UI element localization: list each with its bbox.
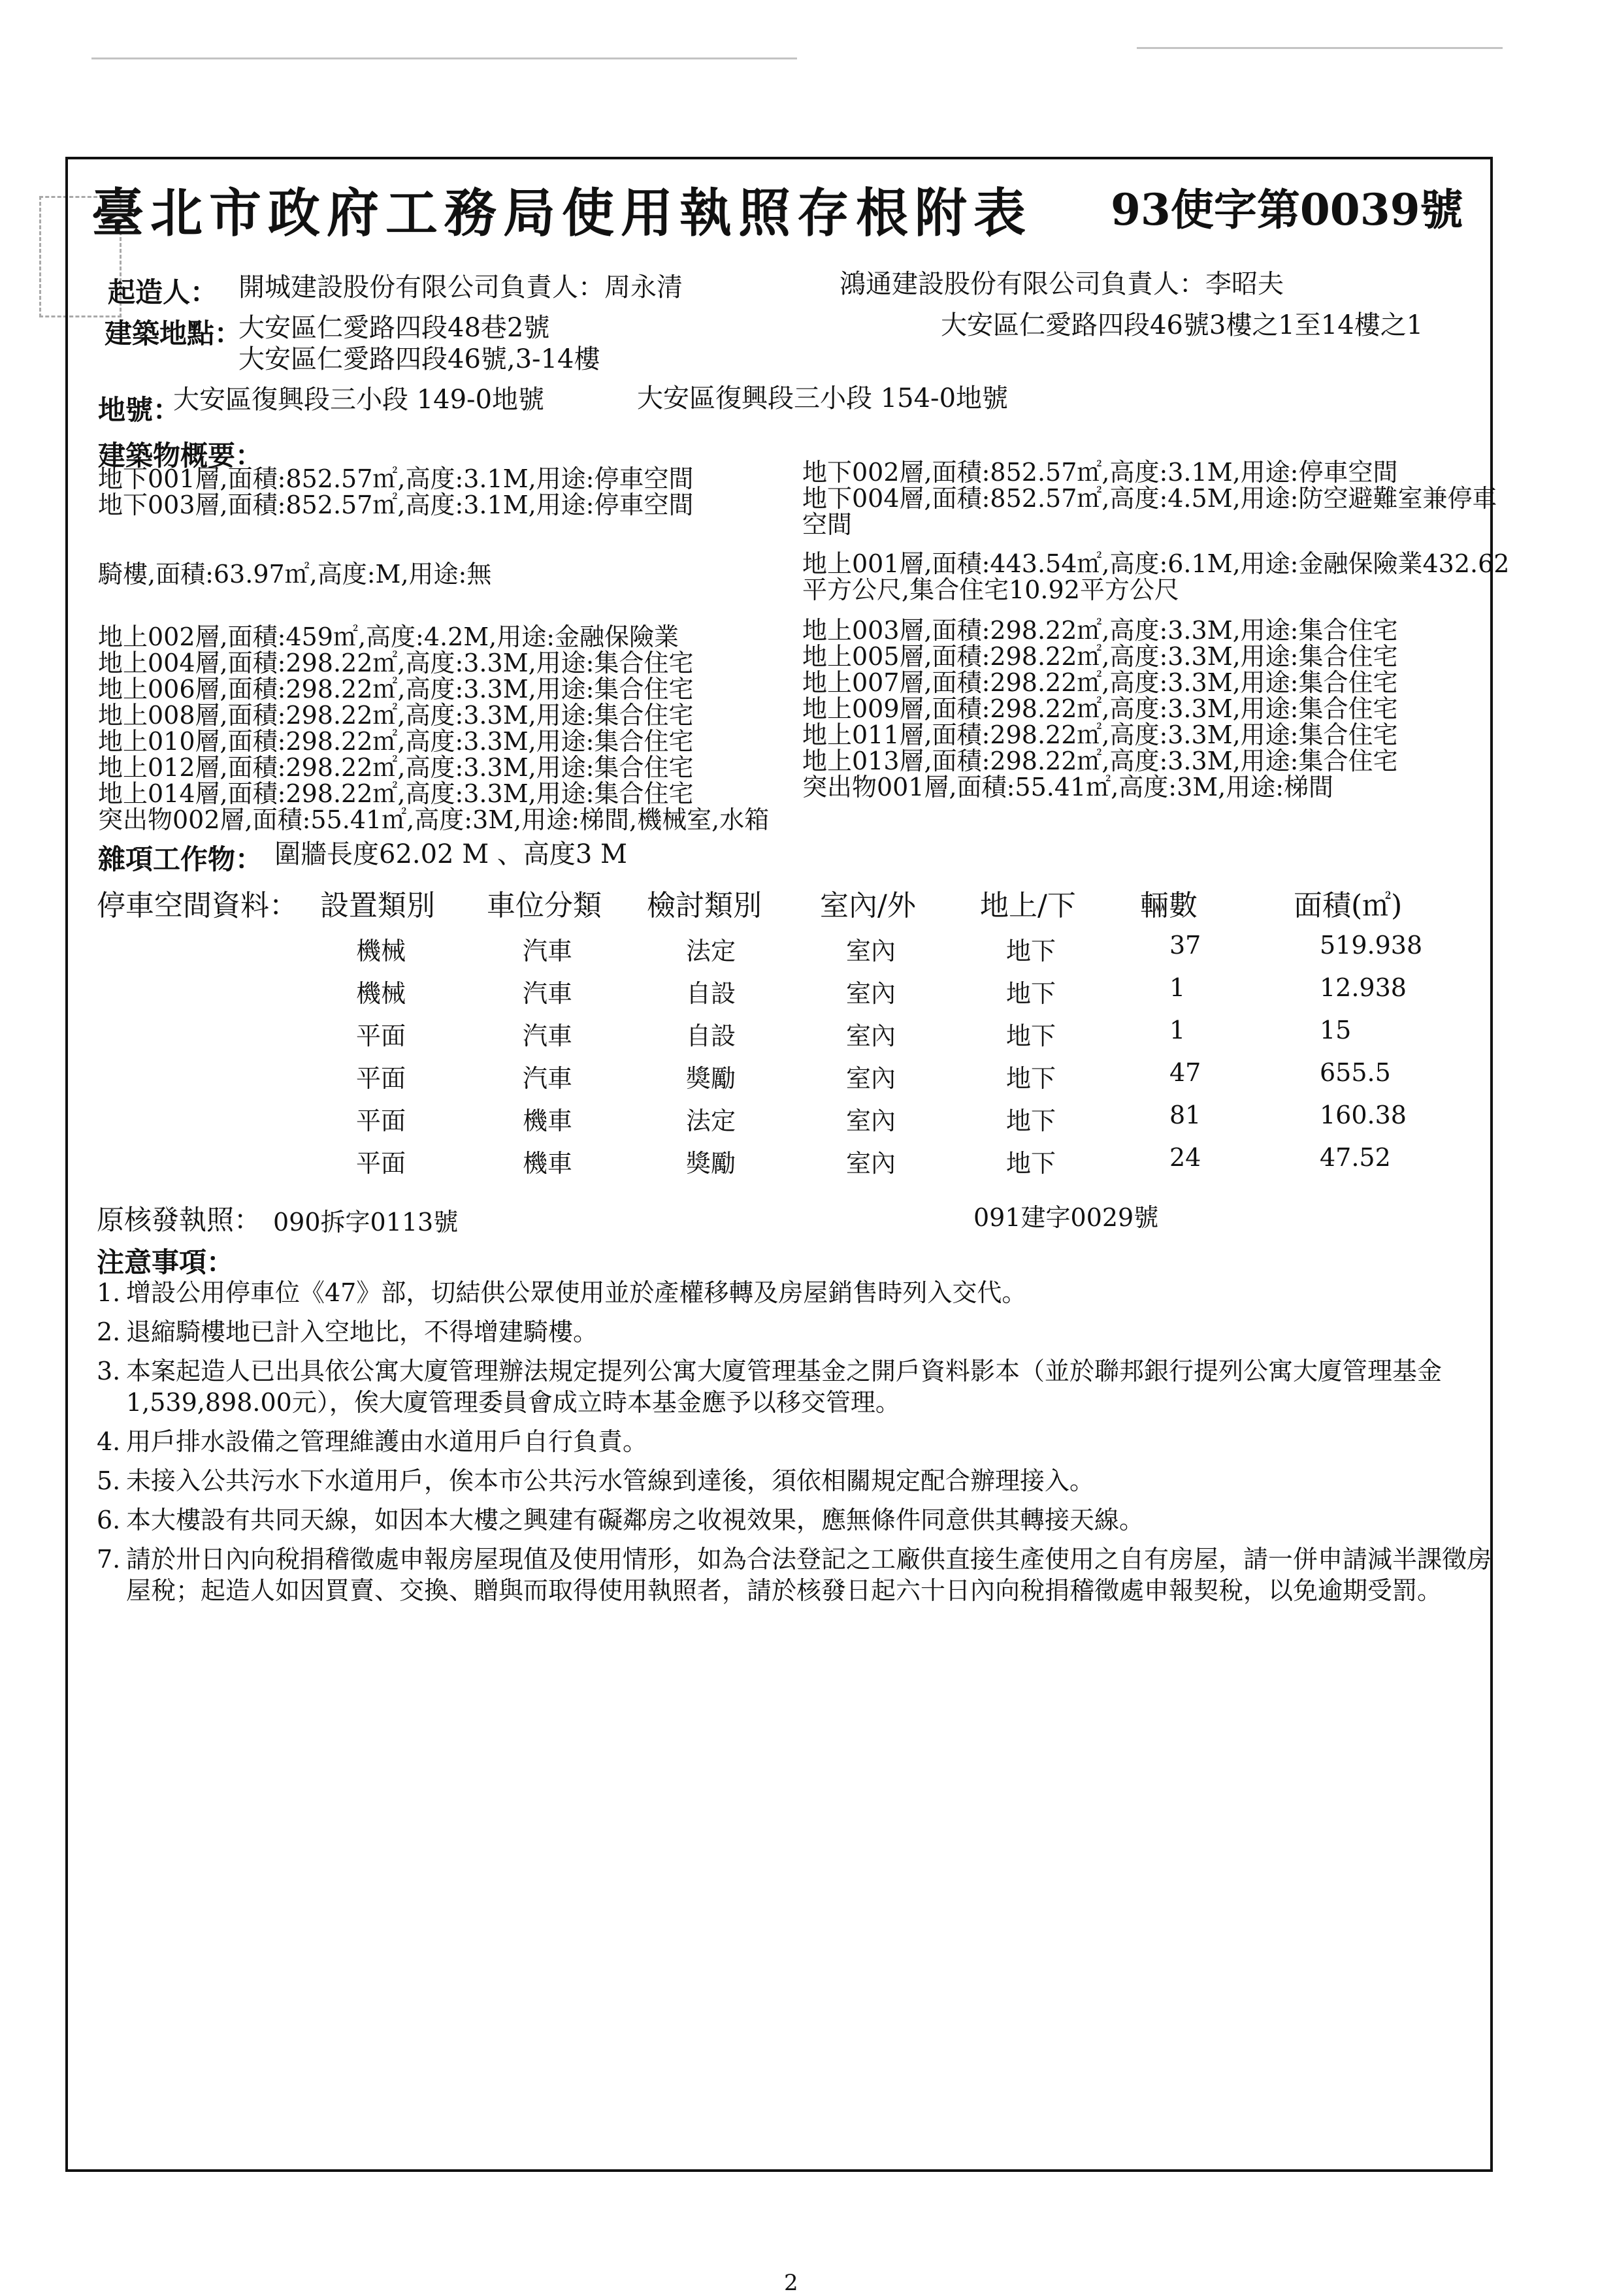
parking-cell: 1 xyxy=(1169,973,1186,1002)
page-number: 2 xyxy=(784,2270,798,2296)
parking-cell: 機車 xyxy=(523,1149,573,1178)
note-number: 3. xyxy=(97,1357,121,1385)
note-number: 2. xyxy=(97,1318,121,1346)
overview-right-block-1 xyxy=(802,459,1497,538)
overview-right-block-2 xyxy=(802,551,1509,603)
builder-right: 鴻通建設股份有限公司負責人：李昭夫 xyxy=(840,269,1284,299)
notes-label: 注意事項： xyxy=(97,1246,235,1278)
document-number: 93使字第0039號 xyxy=(1111,184,1463,235)
original-permit-right: 091建字0029號 xyxy=(973,1203,1159,1232)
overview-left-block-3 xyxy=(98,624,769,833)
parking-cell: 法定 xyxy=(686,1107,736,1135)
parking-cell: 24 xyxy=(1169,1143,1201,1172)
parking-cell: 地下 xyxy=(1006,937,1056,965)
site-label: 建築地點： xyxy=(105,317,242,349)
site-left-2: 大安區仁愛路四段46號,3-14樓 xyxy=(238,344,600,374)
floor-item: 突出物001層,面積:55.41㎡,高度:3M,用途:梯間 xyxy=(802,773,1334,801)
note-item xyxy=(97,1426,1501,1457)
parking-header-count: 輛數 xyxy=(1140,889,1198,922)
floor-item: 地上003層,面積:298.22㎡,高度:3.3M,用途:集合住宅 xyxy=(802,616,1398,645)
misc-value: 圍牆長度62.02 M 、高度3 M xyxy=(274,839,628,869)
floor-item: 地上005層,面積:298.22㎡,高度:3.3M,用途:集合住宅 xyxy=(802,642,1398,671)
floor-item: 地下001層,面積:852.57㎡,高度:3.1M,用途:停車空間 xyxy=(98,464,694,493)
builder-left: 開城建設股份有限公司負責人：周永清 xyxy=(238,272,683,302)
parking-cell: 地下 xyxy=(1006,979,1056,1008)
parking-header-vehicle: 車位分類 xyxy=(487,889,602,922)
note-text: 請於卅日內向稅捐稽徵處申報房屋現值及使用情形，如為合法登記之工廠供直接生產使用之自有房屋，請一併申請減半課徵房屋稅；起造人如因買賣、交換、贈與而取得使用執照者，請於核發日起六十日內向稅捐稽徵處申報契稅，以免逾期受罰。 xyxy=(126,1545,1492,1605)
note-item xyxy=(97,1277,1501,1308)
parking-cell: 室內 xyxy=(846,1022,896,1050)
parking-cell: 地下 xyxy=(1006,1149,1056,1178)
parking-cell: 平面 xyxy=(356,1064,406,1093)
note-text: 本大樓設有共同天線，如因本大樓之興建有礙鄰房之收視效果，應無條件同意供其轉接天線。 xyxy=(126,1506,1145,1534)
parking-cell: 汽車 xyxy=(523,1022,573,1050)
site-right: 大安區仁愛路四段46號3樓之1至14樓之1 xyxy=(941,310,1424,340)
note-number: 5. xyxy=(97,1466,121,1495)
floor-item: 地上014層,面積:298.22㎡,高度:3.3M,用途:集合住宅 xyxy=(98,779,694,808)
original-permit-label: 原核發執照： xyxy=(97,1204,262,1236)
site-left-1: 大安區仁愛路四段48巷2號 xyxy=(238,313,550,343)
parking-cell: 獎勵 xyxy=(686,1149,736,1178)
parking-header-level: 地上/下 xyxy=(980,889,1076,922)
parking-cell: 37 xyxy=(1169,931,1201,960)
floor-item: 地下004層,面積:852.57㎡,高度:4.5M,用途:防空避難室兼停車 xyxy=(802,484,1497,513)
floor-item: 地上013層,面積:298.22㎡,高度:3.3M,用途:集合住宅 xyxy=(802,747,1398,775)
notes-list xyxy=(97,1277,1501,1614)
note-number: 1. xyxy=(97,1278,121,1307)
note-item xyxy=(97,1544,1501,1606)
arcade-item: 騎樓,面積:63.97㎡,高度:M,用途:無 xyxy=(98,560,492,589)
floor-item: 地上006層,面積:298.22㎡,高度:3.3M,用途:集合住宅 xyxy=(98,675,694,703)
parking-cell: 47 xyxy=(1169,1058,1201,1087)
floor-item: 地上010層,面積:298.22㎡,高度:3.3M,用途:集合住宅 xyxy=(98,727,694,756)
floor-item: 地上002層,面積:459㎡,高度:4.2M,用途:金融保險業 xyxy=(98,623,679,651)
parking-cell: 室內 xyxy=(846,937,896,965)
floor-item: 地上007層,面積:298.22㎡,高度:3.3M,用途:集合住宅 xyxy=(802,668,1398,697)
floor-item: 突出物002層,面積:55.41㎡,高度:3M,用途:梯間,機械室,水箱 xyxy=(98,805,770,834)
parking-cell: 法定 xyxy=(686,937,736,965)
parking-cell: 平面 xyxy=(356,1107,406,1135)
parking-header-type: 設置類別 xyxy=(320,889,435,922)
document-title: 臺北市政府工務局使用執照存根附表 xyxy=(91,182,1032,244)
floor-item: 地上001層,面積:443.54㎡,高度:6.1M,用途:金融保險業432.62 xyxy=(802,549,1510,578)
parking-cell: 自設 xyxy=(686,979,736,1008)
misc-label: 雜項工作物： xyxy=(98,843,263,875)
lot-right: 大安區復興段三小段 154-0地號 xyxy=(637,383,1009,413)
note-text: 未接入公共污水下水道用戶，俟本市公共污水管線到達後，須依相關規定配合辦理接入。 xyxy=(126,1466,1095,1495)
parking-cell: 室內 xyxy=(846,979,896,1008)
floor-item: 地上008層,面積:298.22㎡,高度:3.3M,用途:集合住宅 xyxy=(98,701,694,730)
parking-cell: 機車 xyxy=(523,1107,573,1135)
parking-cell: 地下 xyxy=(1006,1022,1056,1050)
parking-cell: 機械 xyxy=(356,979,406,1008)
floor-item: 地上011層,面積:298.22㎡,高度:3.3M,用途:集合住宅 xyxy=(802,720,1398,749)
parking-cell: 機械 xyxy=(356,937,406,965)
note-number: 6. xyxy=(97,1506,121,1534)
parking-cell: 汽車 xyxy=(523,979,573,1008)
scan-line-top xyxy=(91,57,797,59)
floor-item: 地上009層,面積:298.22㎡,高度:3.3M,用途:集合住宅 xyxy=(802,694,1398,723)
original-permit-left: 090拆字0113號 xyxy=(273,1208,459,1237)
parking-cell: 地下 xyxy=(1006,1107,1056,1135)
parking-cell: 15 xyxy=(1320,1016,1352,1044)
parking-cell: 地下 xyxy=(1006,1064,1056,1093)
parking-cell: 519.938 xyxy=(1320,931,1423,960)
parking-cell: 自設 xyxy=(686,1022,736,1050)
parking-cell: 獎勵 xyxy=(686,1064,736,1093)
floor-item: 平方公尺,集合住宅10.92平方公尺 xyxy=(802,575,1179,604)
lot-left: 大安區復興段三小段 149-0地號 xyxy=(173,385,545,415)
overview-right-block-3 xyxy=(802,617,1397,800)
parking-cell: 655.5 xyxy=(1320,1058,1391,1087)
parking-header-indoor: 室內/外 xyxy=(820,889,916,922)
parking-cell: 汽車 xyxy=(523,1064,573,1093)
parking-label: 停車空間資料： xyxy=(97,889,298,922)
floor-item: 地下002層,面積:852.57㎡,高度:3.1M,用途:停車空間 xyxy=(802,458,1398,487)
builder-label: 起造人： xyxy=(108,276,218,308)
parking-cell: 160.38 xyxy=(1320,1101,1407,1129)
scan-line-top-right xyxy=(1137,47,1503,49)
note-number: 4. xyxy=(97,1427,121,1456)
parking-cell: 室內 xyxy=(846,1107,896,1135)
lot-label: 地號： xyxy=(98,394,181,426)
note-text: 增設公用停車位《47》部，切結供公眾使用並於產權移轉及房屋銷售時列入交代。 xyxy=(126,1278,1027,1307)
parking-cell: 室內 xyxy=(846,1064,896,1093)
parking-cell: 平面 xyxy=(356,1149,406,1178)
note-text: 退縮騎樓地已計入空地比，不得增建騎樓。 xyxy=(126,1318,598,1346)
overview-label: 建築物概要： xyxy=(98,440,263,472)
parking-cell: 室內 xyxy=(846,1149,896,1178)
parking-cell: 1 xyxy=(1169,1016,1186,1044)
parking-cell: 47.52 xyxy=(1320,1143,1391,1172)
parking-cell: 汽車 xyxy=(523,937,573,965)
floor-item: 空間 xyxy=(802,510,853,539)
parking-header-area: 面積(㎡) xyxy=(1294,889,1403,922)
floor-item: 地上004層,面積:298.22㎡,高度:3.3M,用途:集合住宅 xyxy=(98,649,694,677)
parking-cell: 12.938 xyxy=(1320,973,1407,1002)
note-text: 本案起造人已出具依公寓大廈管理辦法規定提列公寓大廈管理基金之開戶資料影本（並於聯邦銀行提列公寓大廈管理基金1,539,898.00元），俟大廈管理委員會成立時本基金應予以移交管理。 xyxy=(126,1357,1443,1417)
floor-item: 地下003層,面積:852.57㎡,高度:3.1M,用途:停車空間 xyxy=(98,491,694,519)
floor-item: 地上012層,面積:298.22㎡,高度:3.3M,用途:集合住宅 xyxy=(98,753,694,782)
note-text: 用戶排水設備之管理維護由水道用戶自行負責。 xyxy=(126,1427,648,1456)
note-item xyxy=(97,1504,1501,1536)
note-number: 7. xyxy=(97,1545,121,1574)
note-item xyxy=(97,1316,1501,1348)
note-item xyxy=(97,1465,1501,1496)
parking-header-review: 檢討類別 xyxy=(647,889,762,922)
note-item xyxy=(97,1355,1501,1418)
parking-cell: 81 xyxy=(1169,1101,1201,1129)
parking-cell: 平面 xyxy=(356,1022,406,1050)
overview-left-block-1 xyxy=(98,466,693,518)
